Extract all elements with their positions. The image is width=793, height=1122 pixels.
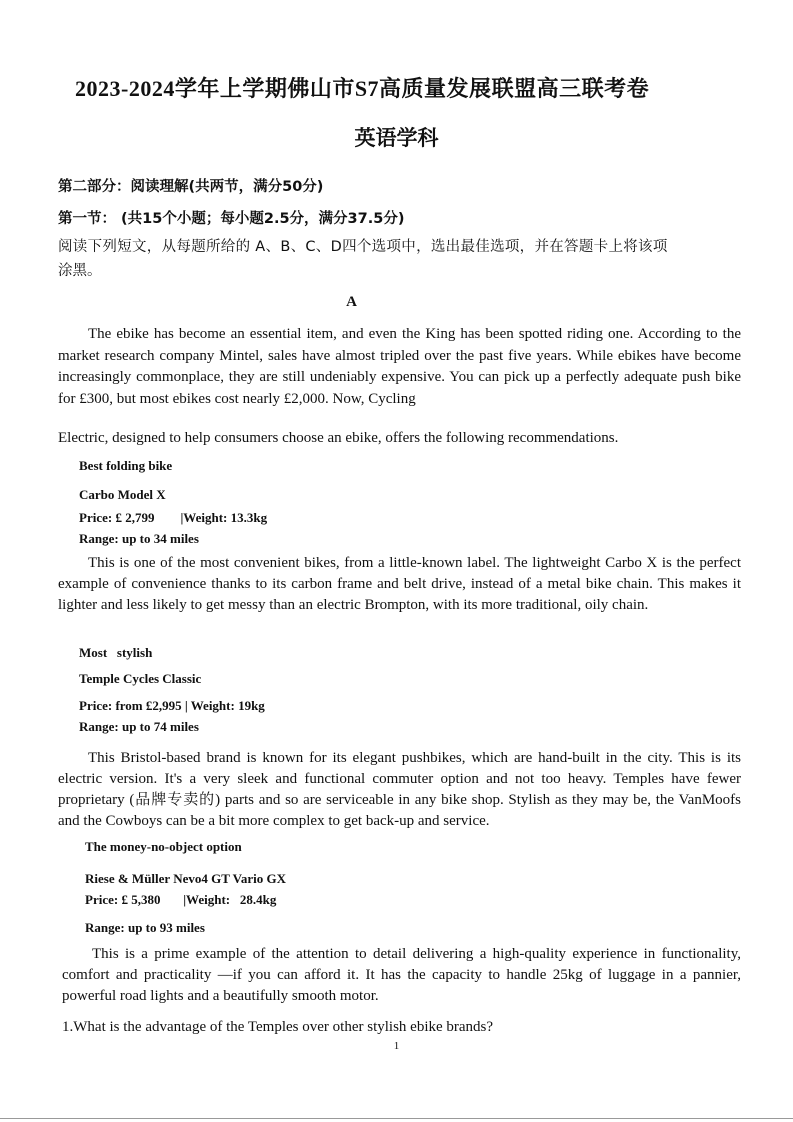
passage-intro-end: Electric, designed to help consumers choose an ebike, offers the following recommendations. bbox=[58, 430, 619, 446]
page-bottom-divider bbox=[0, 1118, 793, 1119]
subsection-heading: 第一节： (共15个小题；每小题2.5分，满分37.5分) bbox=[58, 211, 405, 227]
bike-3-price: Price: £ 5,380 |Weight: 28.4kg bbox=[85, 892, 277, 907]
subject-title: 英语学科 bbox=[354, 126, 439, 150]
bike-1-range: Range: up to 34 miles bbox=[79, 531, 199, 546]
passage-label: A bbox=[346, 294, 357, 310]
bike-3-name: Riese & Müller Nevo4 GT Vario GX bbox=[85, 871, 287, 886]
bike-3-description: This is a prime example of the attention to detail delivering a high-quality experience in functionality, comfort and practicality —if you can afford it. It has the capacity to handle 25kg of luggage in a pannier, powerful road lights and a beautifully smooth motor. bbox=[62, 946, 741, 1004]
page-number: 1 bbox=[393, 1040, 400, 1052]
bike-3-category: The money-no-object option bbox=[85, 839, 242, 854]
section-heading: 第二部分：阅读理解(共两节，满分50分) bbox=[58, 179, 324, 195]
exam-title: 2023-2024学年上学期佛山市S7高质量发展联盟高三联考卷 bbox=[75, 76, 650, 101]
instruction-line-2: 涂黑。 bbox=[58, 263, 102, 279]
bike-3-range: Range: up to 93 miles bbox=[85, 920, 205, 935]
bike-1-price: Price: £ 2,799 |Weight: 13.3kg bbox=[79, 510, 268, 525]
bike-2-range: Range: up to 74 miles bbox=[79, 719, 199, 734]
bike-1-description: This is one of the most convenient bikes, from a little-known label. The lightweight Carbo X is the perfect example of convenience thanks to its carbon frame and belt drive, instead of a metal bike chain. This makes it lighter and less likely to get messy than an electric Brompton, with its more traditional, oily chain. bbox=[58, 555, 741, 613]
bike-2-name: Temple Cycles Classic bbox=[79, 671, 202, 686]
passage-intro: The ebike has become an essential item, and even the King has been spotted riding one. According to the market research company Mintel, sales have almost tripled over the past five years. While ebikes have become increasingly commonplace, they are still undeniably expensive. You can pick up a perfectly adequate push bike for £300, but most ebikes cost nearly £2,000. Now, Cycling bbox=[58, 326, 741, 407]
bike-2-description: This Bristol-based brand is known for its elegant pushbikes, which are hand-built in the city. This is its electric version. It's a very sleek and functional commuter option and not too heavy. Temples have fewer proprietary (品牌专卖的) parts and so are serviceable in any bike shop. Stylish as they may be, the VanMoofs and the Cowboys can be a bit more complex to get back-up and service. bbox=[58, 750, 741, 829]
question-1: 1.What is the advantage of the Temples over other stylish ebike brands? bbox=[62, 1019, 494, 1035]
bike-2-category: Most stylish bbox=[79, 645, 153, 660]
bike-2-price: Price: from £2,995 | Weight: 19kg bbox=[79, 698, 265, 713]
bike-1-category: Best folding bike bbox=[79, 458, 173, 473]
instruction-line-1: 阅读下列短文，从每题所给的 A、B、C、D四个选项中，选出最佳选项，并在答题卡上将该项 bbox=[58, 239, 668, 255]
bike-1-name: Carbo Model X bbox=[79, 487, 166, 502]
